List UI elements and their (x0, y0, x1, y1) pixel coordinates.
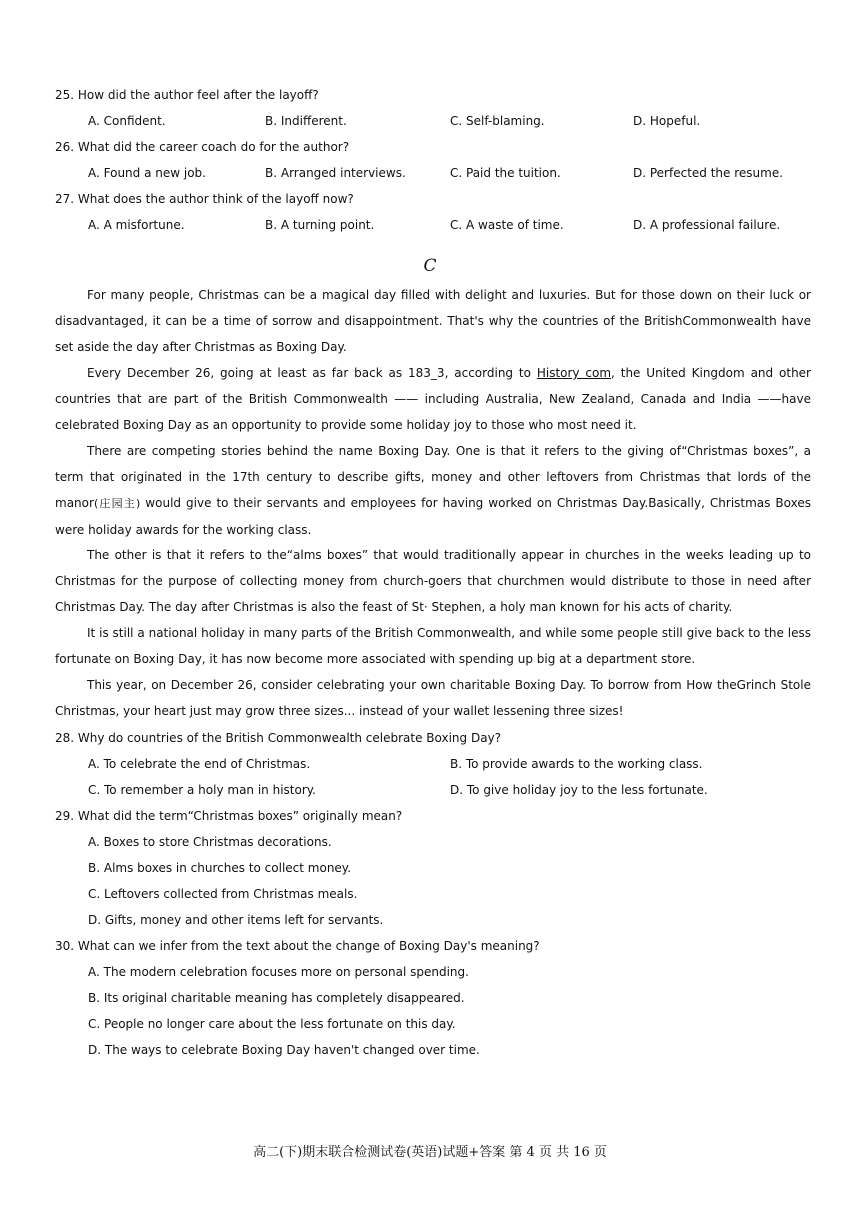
paragraph-2-text-end: , the United Kingdom and other countries that are part of the British Commonwealth —— including Australia, New Zealand, Canada and India ——have celebrated Boxing Day as an opportunity to provide some holiday joy to those who most need it. (55, 366, 811, 432)
q27-option-d: D. A professional failure. (633, 218, 781, 232)
passage-paragraph-4: The other is that it refers to the“alms boxes” that would traditionally appear in churches in the weeks leading up to Christmas for the purpose of collecting money from church-goers that churchmen would distribute to those in need after Christmas Day. The day after Christmas is also the feast of St· Stephen, a holy man known for his acts of charity. (55, 548, 811, 614)
q27-option-a: A. A misfortune. (88, 218, 185, 232)
q25-option-d: D. Hopeful. (633, 114, 701, 128)
paragraph-3-text-start: There are competing stories behind the name Boxing Day. One is that it refers to the giving of“Christmas boxes”, a term that originated in the 17th century to describe gifts, money and other leftovers from Christmas that lords of the manor (55, 444, 811, 510)
q25-option-a: A. Confident. (88, 114, 166, 128)
manor-lord-gloss: (庄园主) (93, 497, 141, 510)
q30-option-a: A. The modern celebration focuses more on personal spending. (88, 965, 469, 979)
question-28: 28. Why do countries of the British Commonwealth celebrate Boxing Day? (55, 731, 502, 745)
q29-option-b: B. Alms boxes in churches to collect money. (88, 861, 352, 875)
passage-paragraph-3 (55, 438, 811, 543)
q26-option-d: D. Perfected the resume. (633, 166, 784, 180)
q30-option-b: B. Its original charitable meaning has completely disappeared. (88, 991, 465, 1005)
q26-option-c: C. Paid the tuition. (450, 166, 561, 180)
q29-option-c: C. Leftovers collected from Christmas meals. (88, 887, 358, 901)
passage-paragraph-1: For many people, Christmas can be a magical day filled with delight and luxuries. But for those down on their luck or disadvantaged, it can be a time of sorrow and disappointment. That's why the countries of the BritishCommonwealth have set aside the day after Christmas as Boxing Day. (55, 288, 811, 354)
q29-option-d: D. Gifts, money and other items left for servants. (88, 913, 384, 927)
paragraph-2-text-start: Every December 26, going at least as far back as 183_3, according to (87, 366, 537, 380)
question-27: 27. What does the author think of the layoff now? (55, 192, 354, 206)
history-com-link[interactable]: History com (536, 366, 612, 380)
q27-option-c: C. A waste of time. (450, 218, 564, 232)
section-heading-c: C (423, 256, 437, 276)
q29-option-a: A. Boxes to store Christmas decorations. (88, 835, 332, 849)
passage-paragraph-2 (55, 360, 811, 438)
q26-option-a: A. Found a new job. (88, 166, 206, 180)
q25-option-b: B. Indifferent. (265, 114, 347, 128)
question-25: 25. How did the author feel after the layoff? (55, 88, 319, 102)
q28-option-c: C. To remember a holy man in history. (88, 783, 316, 797)
q28-option-a: A. To celebrate the end of Christmas. (88, 757, 311, 771)
q28-option-b: B. To provide awards to the working class. (450, 757, 703, 771)
passage-paragraph-5: It is still a national holiday in many parts of the British Commonwealth, and while some people still give back to the less fortunate on Boxing Day, it has now become more associated with spending up big at a department store. (55, 626, 811, 666)
passage-paragraph-6: This year, on December 26, consider celebrating your own charitable Boxing Day. To borrow from How theGrinch Stole Christmas, your heart just may grow three sizes... instead of your wallet lessening three sizes! (55, 678, 811, 718)
q30-option-d: D. The ways to celebrate Boxing Day haven't changed over time. (88, 1043, 480, 1057)
question-30: 30. What can we infer from the text about the change of Boxing Day's meaning? (55, 939, 540, 953)
q27-option-b: B. A turning point. (265, 218, 375, 232)
page-footer: 高二(下)期末联合检测试卷(英语)试题+答案 第 4 页 共 16 页 (253, 1145, 607, 1160)
question-29: 29. What did the term“Christmas boxes” originally mean? (55, 809, 403, 823)
q30-option-c: C. People no longer care about the less fortunate on this day. (88, 1017, 456, 1031)
q25-option-c: C. Self-blaming. (450, 114, 545, 128)
question-26: 26. What did the career coach do for the author? (55, 140, 350, 154)
q28-option-d: D. To give holiday joy to the less fortunate. (450, 783, 708, 797)
q26-option-b: B. Arranged interviews. (265, 166, 406, 180)
paragraph-3-text-end: would give to their servants and employees for having worked on Christmas Day.Basically, Christmas Boxes were holiday awards for the working class. (55, 496, 811, 537)
